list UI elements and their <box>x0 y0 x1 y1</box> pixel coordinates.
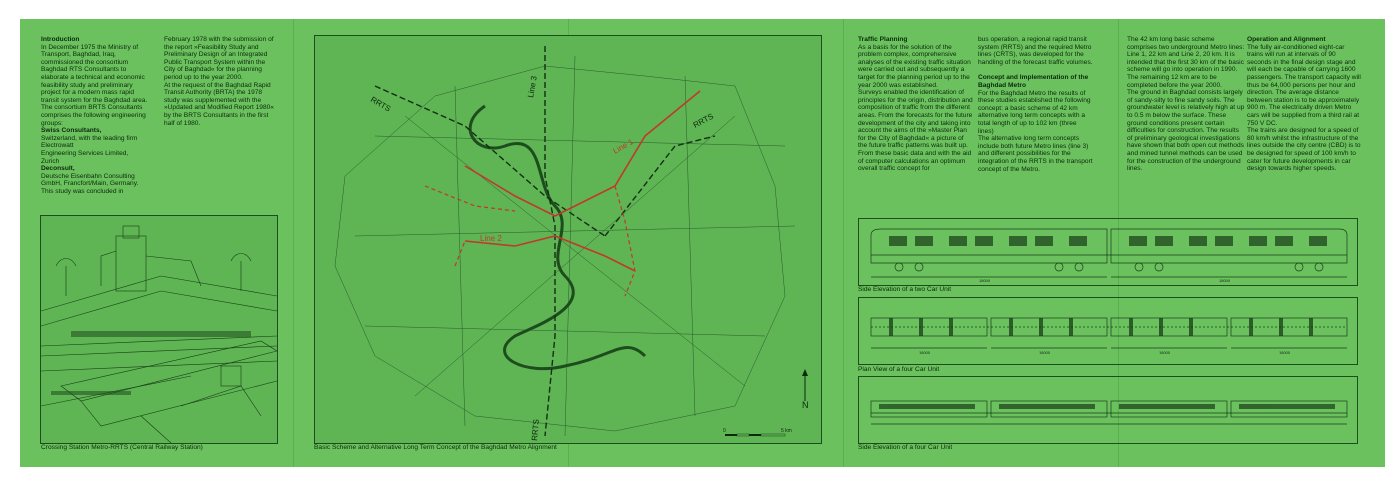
metro-map <box>314 35 822 444</box>
station-drawing <box>41 216 277 443</box>
station-illustration <box>40 215 278 444</box>
intro-para: The consortium BRTS Consultants comprises the following engineering groups: <box>41 104 146 127</box>
traffic-para: Surveys enabled the identification of principles for the origin, distribution and composition of traffic from the different areas. From the forecasts for the future development of the city and taking into account the aims of the »Master Plan for the City of Baghdad« a picture of the future traffic patterns was built up. <box>858 89 973 150</box>
text-line: GmbH, Francfort/Main, Germany. <box>41 180 139 188</box>
rrts-label-nw: RRTS <box>369 94 393 114</box>
map-caption: Basic Scheme and Alternative Long Term Concept of the Baghdad Metro Alignment <box>314 444 557 451</box>
two-car-drawing <box>859 219 1357 285</box>
text-line: Electrowatt <box>41 142 74 150</box>
scheme-para: The 42 km long basic scheme comprises two underground Metro lines: Line 1, 22 km and Line 2, 20 km. It is intended that the first 30 km of the basic scheme will go into operation in 1990. The remaining 12 km are to be completed before the year 2000. <box>1127 36 1245 89</box>
line-3-label: Line 3 <box>526 75 539 99</box>
operation-column <box>1247 36 1362 173</box>
scale-bar <box>723 428 792 436</box>
four-car-plan <box>858 297 1358 365</box>
text-line: Engineering Services Limited, <box>41 149 129 157</box>
north-arrow-head <box>802 369 808 376</box>
concept-para: For the Baghdad Metro the results of these studies established the following concept: a basic scheme of 42 km alternative long term concepts with a total length of up to 102 km (three lines) <box>978 89 1091 135</box>
four-car-elevation-drawing <box>859 377 1357 443</box>
intro-para: At the request of the Baghdad Rapid Transit Authority (BRTA) the 1978 study was supplemented with the »Updated and Modified Report 1980« by the BRTS Consultants in the first half of 1980. <box>164 81 274 127</box>
long-term-route <box>615 186 635 296</box>
fold-line <box>843 19 844 467</box>
two-car-elevation <box>858 218 1358 286</box>
rrts-line <box>375 86 605 236</box>
plan-caption: Plan View of a four Car Unit <box>858 366 940 373</box>
dimension-label: 18000 <box>979 278 991 283</box>
rrts-label-s: RRTS <box>530 418 541 442</box>
scheme-para: The ground in Baghdad consists largely of sandy-silty to fine sandy soils. The groundwater level is relatively high at up to 0.5 m below the surface. These ground conditions present certain difficulties for construction. The results of preliminary geological investigations have shown that both open cut methods and mined tunnel methods can be used for the construction of the underground lines. <box>1127 89 1245 173</box>
concept-column <box>978 36 1093 173</box>
intro-heading: Introduction <box>41 36 80 43</box>
intro-column <box>41 36 153 195</box>
rrts-line <box>545 46 555 436</box>
operation-para: The fully air-conditioned eight-car trains will run at intervals of 90 seconds in the final design stage and will each be capable of carrying 1600 passengers. The transport capacity will thus be 64,000 persons per hour and direction. The average distance between station is to be approximately 900 m. The electrically driven Metro cars will be supplied from a third rail at 750 V DC. <box>1247 43 1361 127</box>
text-line: This study was concluded in <box>41 187 124 195</box>
concept-para: The alternative long term concepts include both future Metro lines (line 3) and different possibilities for the integration of the RRTS in the transport concept of the Metro. <box>978 135 1093 173</box>
traffic-para: As a basis for the solution of the problem complex, comprehensive analyses of the existing traffic situation were carried out and subsequently a target for the planning period up to the year 2000 was established. <box>858 43 971 89</box>
line-1-label: Line 1 <box>611 137 635 156</box>
traffic-para: From these basic data and with the aid of computer calculations an optimum overall traffic concept for <box>858 149 972 173</box>
two-car-caption: Side Elevation of a two Car Unit <box>858 286 952 293</box>
scheme-column <box>1127 36 1245 173</box>
dimension-label: 18000 <box>919 350 931 355</box>
long-term-route <box>425 186 515 211</box>
intro-para: February 1978 with the submission of the report »Feasibility Study and Preliminary Design of an Integrated Public Transport System within the City of Baghdad« for the planning period up to the year 2000. <box>164 36 274 81</box>
concept-para: bus operation, a regional rapid transit system (RRTS) and the required Metro lines (CRTS), was developed for the handling of the forecast traffic volumes. <box>978 36 1093 66</box>
operation-para: The trains are designed for a speed of 80 km/h whilst the infrastructure of the lines outside the city centre (CBD) is to be designed for speed of 100 km/h to cater for future developments in car design towards higher speeds. <box>1247 127 1361 173</box>
concept-heading: Concept and Implementation of the Baghdad Metro <box>978 74 1089 89</box>
text-line: Zurich <box>41 157 60 165</box>
intro-column-2 <box>164 36 276 127</box>
text-line: Switzerland, with the leading firm <box>41 134 138 142</box>
operation-heading: Operation and Alignment <box>1247 36 1326 43</box>
scale-zero: 0 <box>723 428 726 434</box>
traffic-planning-column <box>858 36 973 173</box>
text-line: Deutsche Eisenbahn Consulting <box>41 172 135 180</box>
line-1-route <box>465 91 700 216</box>
dimension-label: 18000 <box>1219 278 1231 283</box>
intro-para: In December 1975 the Ministry of Transport, Baghdad, Iraq, commissioned the consortium Baghdad RTS Consultants to elaborate a technical and economic feasibility study and preliminary project for a modern mass rapid transit system for the Baghdad area. <box>41 43 148 104</box>
dimension-label: 18000 <box>1279 350 1291 355</box>
four-car-caption: Side Elevation of a four Car Unit <box>858 444 953 451</box>
four-car-elevation <box>858 376 1358 444</box>
line-2-label: Line 2 <box>480 234 502 243</box>
deconsult-heading: Deconsult, <box>41 165 75 173</box>
four-car-plan-drawing <box>859 298 1357 364</box>
north-label: N <box>802 400 809 410</box>
dimension-label: 18000 <box>1039 350 1051 355</box>
traffic-planning-heading: Traffic Planning <box>858 36 908 43</box>
fold-line <box>293 19 294 467</box>
swiss-heading: Swiss Consultants, <box>41 127 102 135</box>
map-drawing <box>315 36 821 443</box>
rrts-label-ne: RRTS <box>691 111 716 130</box>
scale-km: 5 km <box>781 428 792 434</box>
station-caption: Crossing Station Metro-RRTS (Central Railway Station) <box>41 444 203 451</box>
dimension-label: 18000 <box>1159 350 1171 355</box>
